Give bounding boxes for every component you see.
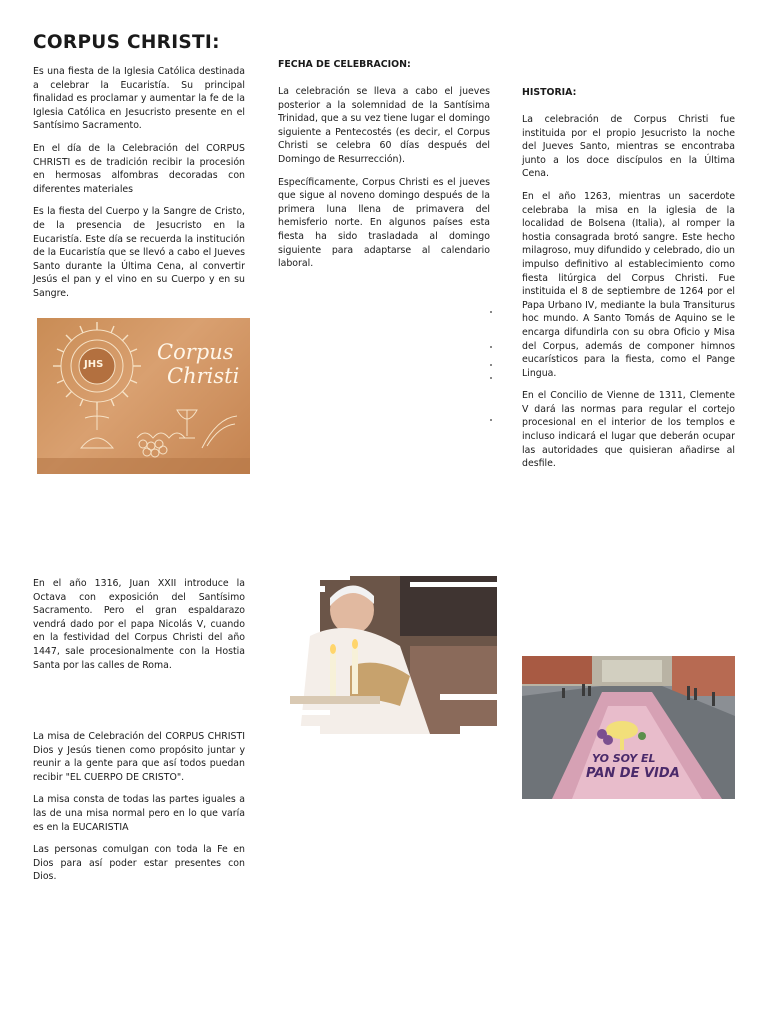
stray-mark — [490, 346, 492, 348]
intro-column — [33, 65, 245, 310]
stray-mark — [490, 364, 492, 366]
history-continued-column — [33, 577, 245, 681]
image-caption-line1: Corpus — [157, 340, 234, 364]
fecha-column — [278, 85, 490, 280]
intro-paragraph-2: En el día de la Celebración del CORPUS CHRISTI es de tradición recibir la procesión en hermosas alfombras decoradas con diferentes materiales — [33, 142, 245, 195]
misa-paragraph-2: La misa consta de todas las partes iguales a las de una misa normal pero en lo que varía es en la EUCARISTIA — [33, 794, 245, 833]
carpet-text-line1: YO SOY EL — [592, 752, 656, 765]
image-caption-line2: Christi — [167, 364, 240, 388]
fecha-heading: FECHA DE CELEBRACION: — [278, 59, 411, 70]
historia-column — [522, 113, 735, 480]
page-title: CORPUS CHRISTI: — [33, 32, 220, 53]
flower-carpet-photo — [522, 656, 735, 799]
stray-mark — [490, 311, 492, 313]
fecha-paragraph-2: Específicamente, Corpus Christi es el jueves que sigue al noveno domingo después de la primera luna llena de primavera del hemisferio norte. En algunos países esta fiesta ha sido trasladada al domingo siguiente para adaptarse al calendario laboral. — [278, 176, 490, 270]
carpet-text-line2: PAN DE VIDA — [586, 766, 680, 781]
history-continued-paragraph: En el año 1316, Juan XXII introduce la Octava con exposición del Santísimo Sacramento. Pero el gran espaldarazo vendrá dado por el papa Nicolás V, cuando en la festividad del Corpus Christi del año 1447, sale procesionalmente con la Hostia Santa por las calles de Roma. — [33, 578, 245, 671]
corpus-christi-illustration — [37, 318, 250, 474]
pope-photo-graphic — [290, 576, 497, 734]
stray-mark — [490, 377, 492, 379]
monogram-label: JHS — [84, 359, 104, 370]
intro-paragraph-1: Es una fiesta de la Iglesia Católica destinada a celebrar la Eucaristía. Su principal finalidad es proclamar y aumentar la fe de la Iglesia Católica en Jesucristo presente en el Santísimo Sacramento. — [33, 66, 245, 132]
fecha-paragraph-1: La celebración se lleva a cabo el jueves posterior a la solemnidad de la Santísima Trinidad, que a su vez tiene lugar el domingo siguiente a Pentecostés (es decir, el Corpus Christi se celebra 60 días después del Domingo de Resurrección). — [278, 86, 490, 165]
misa-column — [33, 730, 245, 893]
historia-paragraph-3: En el Concilio de Vienne de 1311, Clemente V dará las normas para regular el cortejo procesional en el interior de los templos e incluso indicará el lugar que deberán ocupar las autoridades que quisieran añadirse al desfile. — [522, 390, 735, 470]
historia-heading: HISTORIA: — [522, 87, 577, 98]
stray-mark — [490, 419, 492, 421]
intro-paragraph-3: Es la fiesta del Cuerpo y la Sangre de Cristo, de la presencia de Jesucristo en la Eucaristía. Este día se recuerda la institución de la Eucaristía que se llevó a cabo el Jueves Santo durante la Última Cena, al convertir Jesús el pan y el vino en su Cuerpo y en su Sangre. — [33, 206, 245, 299]
historia-paragraph-1: La celebración de Corpus Christi fue instituida por el propio Jesucristo la noche del Jueves Santo, mientras se encontraba junto a los doce discípulos en la Última Cena. — [522, 114, 735, 180]
misa-paragraph-1: La misa de Celebración del CORPUS CHRISTI Dios y Jesús tienen como propósito juntar y reunir a la gente para que así todos puedan recibir "EL CUERPO DE CRISTO". — [33, 731, 245, 783]
historia-paragraph-2: En el año 1263, mientras un sacerdote celebraba la misa en la iglesia de la localidad de Bolsena (Italia), al romper la hostia consagrada brotó sangre. Este hecho milagroso, muy difundido y celebrado, dio un impulso definitivo al establecimiento como fiesta litúrgica del Corpus Christi. Fue instituida el 8 de septiembre de 1264 por el Papa Urbano IV, mediante la bula Transiturus hoc mundo. A Santo Tomás de Aquino se le encarga difundirla con su obra Oficio y Misa del Corpus, además de componer himnos eucarísticos para la fiesta, como el Pange Lingua. — [522, 190, 735, 379]
pope-mass-photo — [290, 576, 497, 734]
misa-paragraph-3: Las personas comulgan con toda la Fe en Dios para así poder estar presentes con Dios. — [33, 844, 245, 883]
